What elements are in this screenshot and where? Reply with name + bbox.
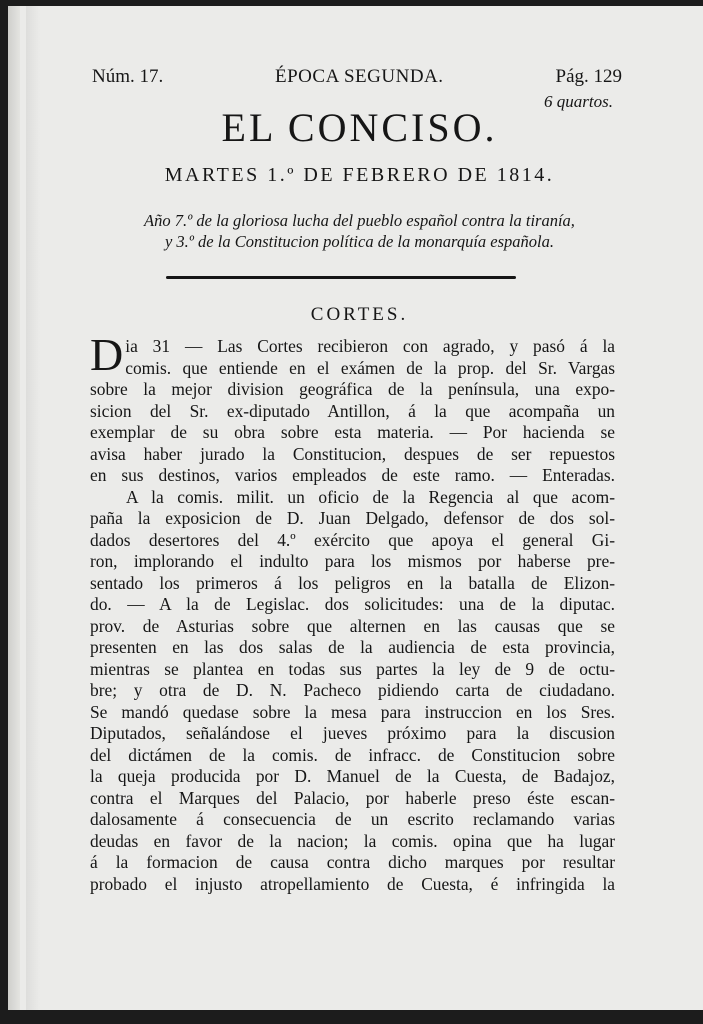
page-edge [8, 6, 20, 1010]
scan-border [0, 1010, 703, 1024]
text-line: bre; y otra de D. N. Pacheco pidiendo carta de ciudadano. [90, 680, 615, 700]
text-line: do. — A la de Legislac. dos solicitudes: una de la diputac. [90, 594, 615, 614]
page-number: Pág. 129 [555, 66, 622, 87]
text-line: Se mandó quedase sobre la mesa para instruccion en los Sres. [90, 701, 615, 722]
text-line: exemplar de su obra sobre esta materia. — Por hacienda se [90, 422, 615, 442]
epigraph [8, 210, 703, 252]
article-body [90, 329, 615, 895]
text-line: probado el injusto atropellamiento de Cuesta, é infringida la [90, 873, 615, 894]
heading-rule [166, 276, 516, 279]
text-line: dalosamente á consecuencia de un escrito reclamando varias [90, 809, 615, 829]
masthead-title: EL CONCISO. [221, 105, 498, 150]
dropcap: D [90, 329, 124, 380]
dateline: MARTES 1.º DE FEBRERO DE 1814. [164, 164, 555, 186]
text-line: sobre la mejor division geográfica de la península, una expo- [90, 379, 615, 399]
text-line: paña la exposicion de D. Juan Delgado, defensor de dos sol- [90, 508, 615, 528]
text-line: á la formacion de causa contra dicho marques por resultar [90, 852, 615, 872]
text-line: deudas en favor de la nacion; la comis. opina que ha lugar [90, 830, 615, 851]
text-line: presenten en las dos salas de la audiencia de esta provincia, [90, 637, 615, 657]
text-line: prov. de Asturias sobre que alternen en las causas que se [90, 615, 615, 636]
epigraph-line: y 3.º de la Constitucion política de la monarquía española. [164, 232, 554, 251]
price: 6 quartos. [544, 92, 613, 111]
text-line: ron, implorando el indulto para los mismos por haberse pre- [90, 551, 615, 571]
header-line [90, 64, 630, 94]
text-line: comis. que entiende en el exámen de la prop. del Sr. Vargas [125, 357, 615, 378]
text-line: ia 31 — Las Cortes recibieron con agrado, y pasó á la [125, 336, 615, 356]
text-line: dados desertores del 4.º exército que apoya el general Gi- [90, 529, 615, 550]
text-line: del dictámen de la comis. de infracc. de Constitucion sobre [90, 744, 615, 765]
section-title: CORTES. [310, 304, 409, 325]
text-line: sicion del Sr. ex-diputado Antillon, á la que acompaña un [90, 400, 615, 421]
page-fold-shadow [26, 6, 40, 1010]
epoch-label: ÉPOCA SEGUNDA. [275, 66, 444, 87]
text-line: sentado los primeros á los peligros en la batalla de Elizon- [90, 572, 615, 593]
text-line: en sus destinos, varios empleados de este ramo. — Enteradas. [90, 465, 615, 485]
newspaper-page [8, 6, 703, 1010]
text-line: la queja producida por D. Manuel de la Cuesta, de Badajoz, [90, 766, 615, 786]
text-line: mientras se plantea en todas sus partes la ley de 9 de octu- [90, 658, 615, 679]
text-line: avisa haber jurado la Constitucion, despues de ser repuestos [90, 443, 615, 464]
issue-number: Núm. 17. [92, 66, 164, 87]
text-line: A la comis. milit. un oficio de la Regencia al que acom- [126, 486, 615, 507]
epigraph-line: Año 7.º de la gloriosa lucha del pueblo español contra la tiranía, [144, 211, 575, 230]
text-line: contra el Marques del Palacio, por haberle preso éste escan- [90, 787, 615, 808]
text-line: Diputados, señalándose el jueves próximo para la discusion [90, 723, 615, 743]
